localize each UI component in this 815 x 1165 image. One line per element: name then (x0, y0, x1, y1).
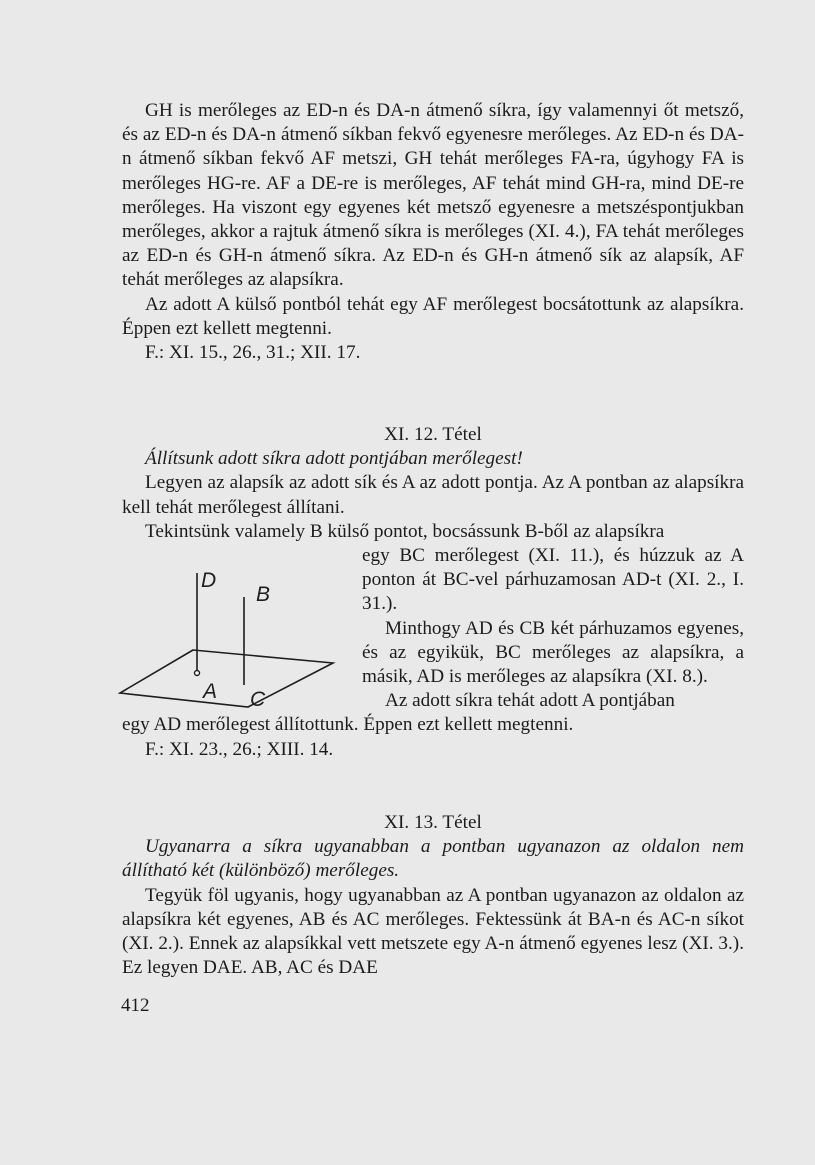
paragraph: egy AD merőlegest állítottunk. Éppen ezt kellett megtenni. (122, 714, 574, 736)
paragraph-wrapped: egy BC merőlegest (XI. 11.), és húzzuk az A ponton át BC-vel párhuzamosan AD-t (XI. 2., I. 31.). (362, 545, 744, 615)
theorem-heading: XI. 13. Tétel (384, 812, 482, 833)
references: F.: XI. 23., 26.; XIII. 14. (145, 738, 334, 760)
label-d: D (201, 569, 217, 592)
label-b: B (256, 583, 271, 606)
paragraph: Az adott A külső pontból tehát egy AF merőlegest bocsátottunk az alapsíkra. Éppen ezt kellett megtenni. (122, 293, 744, 339)
label-a: A (203, 680, 218, 703)
text-block-top (122, 99, 744, 365)
references: F.: XI. 15., 26., 31.; XII. 17. (145, 342, 361, 364)
theorem-statement: Ugyanarra a síkra ugyanabban a pontban ugyanazon az oldalon nem állítható két (különböző) merőleges. (122, 836, 744, 882)
theorem-13 (122, 811, 744, 980)
theorem-heading: XI. 12. Tétel (384, 424, 482, 445)
base-plane (120, 650, 333, 707)
label-c: C (250, 688, 266, 711)
perpendicular-figure (118, 555, 338, 715)
page-number: 412 (121, 995, 150, 1016)
paragraph: Tegyük föl ugyanis, hogy ugyanabban az A pontban ugyanazon az oldalon az alapsíkra két egyenes, AB és AC merőleges. Fektessünk át BA-n és AC-n síkot (XI. 2.). Ennek az alapsíkkal vett metszete egy A-n átmenő egyenes lesz (XI. 3.). Ez legyen DAE. AB, AC és DAE (122, 884, 744, 979)
paragraph: Legyen az alapsík az adott sík és A az adott pontja. Az A pontban az alapsíkra kell tehát merőlegest állítani. (122, 472, 744, 518)
paragraph: Tekintsünk valamely B külső pontot, bocsássunk B-ből az alapsíkra (145, 520, 665, 542)
paragraph-wrapped: Az adott síkra tehát adott A pontjában (385, 690, 675, 712)
theorem-statement: Állítsunk adott síkra adott pontjában merőlegest! (145, 448, 523, 470)
point-a (195, 671, 200, 676)
paragraph: GH is merőleges az ED-n és DA-n átmenő síkra, így valamennyi őt metsző, és az ED-n és DA-n átmenő síkban fekvő egyenesre merőleges. Az ED-n és DA-n átmenő síkban fekvő AF metszi, GH tehát merőleges FA-ra, úgyhogy FA is merőleges HG-re. AF a DE-re is merőleges, AF tehát mind GH-ra, mind DE-re merőleges. Ha viszont egy egyenes két metsző egyenesre a metszéspontjukban merőleges, akkor a rajtuk átmenő síkra is merőleges (XI. 4.), FA tehát merőleges az ED-n és GH-n átmenő síkra. Az ED-n és GH-n átmenő sík az alapsík, AF tehát merőleges az alapsíkra. (122, 100, 744, 291)
paragraph-wrapped: Minthogy AD és CB két párhuzamos egyenes, és az egyikük, BC merőleges az alapsíkra, a másik, AD is merőleges az alapsíkra (XI. 8.). (362, 617, 744, 688)
